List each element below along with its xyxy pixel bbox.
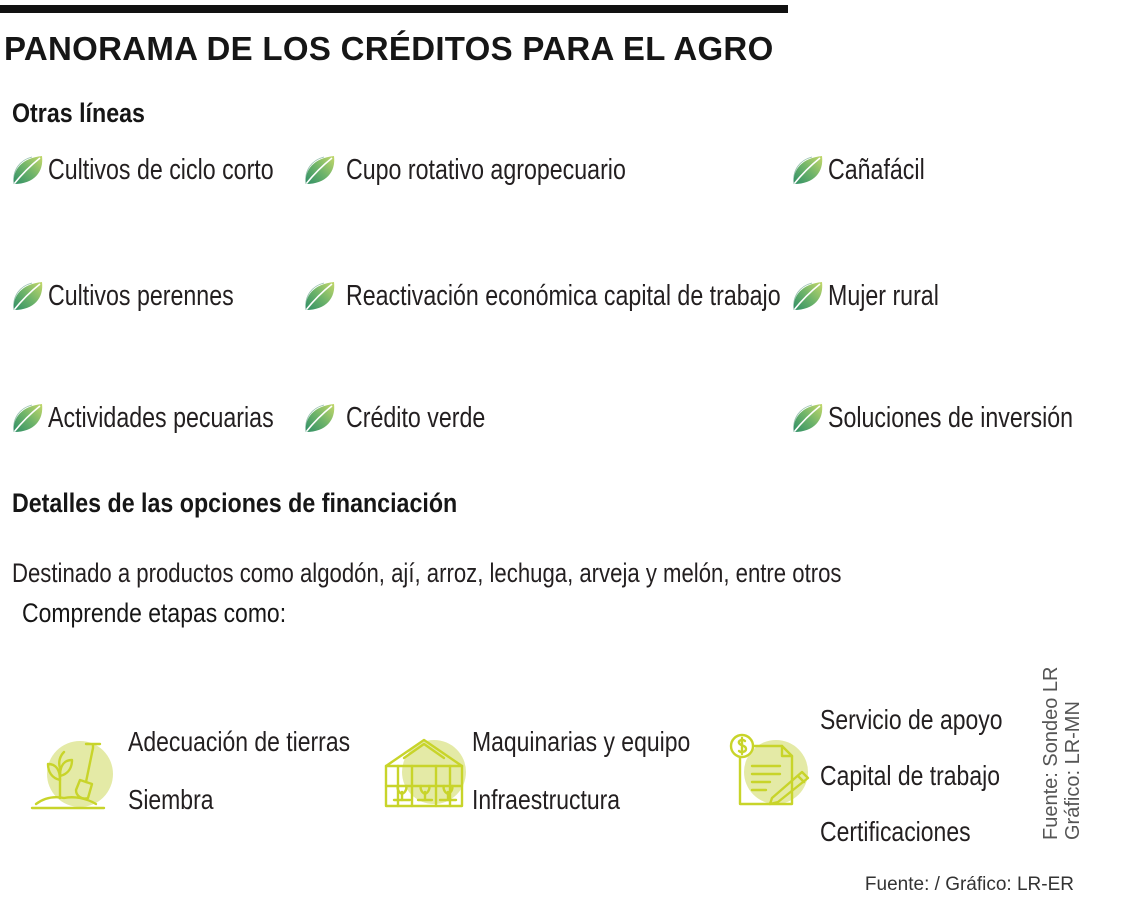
line-label: Cañafácil [828, 153, 925, 186]
line-item [10, 400, 330, 436]
top-rule [0, 5, 788, 13]
source-vertical [1040, 667, 1084, 840]
leaf-icon [302, 278, 338, 314]
line-item [790, 152, 949, 188]
page-title: PANORAMA DE LOS CRÉDITOS PARA EL AGRO [4, 30, 774, 67]
line-label: Cultivos de ciclo corto [48, 153, 274, 186]
line-item [10, 278, 280, 314]
line-label: Mujer rural [828, 279, 939, 312]
stage-label: Capital de trabajo [820, 760, 1000, 791]
line-label: Actividades pecuarias [48, 401, 274, 434]
leaf-icon [10, 278, 46, 314]
line-item [302, 400, 520, 436]
footer-source: Fuente: / Gráfico: LR-ER [864, 874, 1074, 895]
line-label: Crédito verde [346, 401, 486, 434]
stage-label: Maquinarias y equipo [472, 726, 691, 757]
line-item [10, 152, 330, 188]
greenhouse-icon [382, 736, 468, 810]
stage-label: Siembra [128, 784, 214, 815]
stage-label: Adecuación de tierras [128, 726, 351, 757]
document-money-icon [726, 732, 812, 810]
leaf-icon [790, 400, 826, 436]
section-title-details: Detalles de las opciones de financiación [12, 488, 458, 518]
line-item [790, 400, 1134, 436]
line-label: Cultivos perennes [48, 279, 234, 312]
stage-label: Certificaciones [820, 816, 971, 847]
leaf-icon [790, 278, 826, 314]
line-label: Soluciones de inversión [828, 401, 1074, 434]
stage-label: Infraestructura [472, 784, 621, 815]
line-item [302, 152, 696, 188]
stages-title: Comprende etapas como: [22, 598, 287, 628]
leaf-icon [10, 400, 46, 436]
line-item [790, 278, 967, 314]
description: Destinado a productos como algodón, ají, arroz, lechuga, arveja y melón, entre otros [12, 558, 842, 588]
line-label: Reactivación económica capital de trabajo [346, 279, 781, 312]
source-vertical-line: Fuente: Sondeo LR [1040, 666, 1062, 840]
leaf-icon [302, 400, 338, 436]
source-vertical-line: Gráfico: LR-MN [1062, 701, 1084, 840]
section-title-lines: Otras líneas [12, 98, 145, 128]
plant-shovel-icon [30, 738, 120, 810]
line-label: Cupo rotativo agropecuario [346, 153, 626, 186]
leaf-icon [302, 152, 338, 188]
stage-label: Servicio de apoyo [820, 704, 1003, 735]
leaf-icon [10, 152, 46, 188]
leaf-icon [790, 152, 826, 188]
